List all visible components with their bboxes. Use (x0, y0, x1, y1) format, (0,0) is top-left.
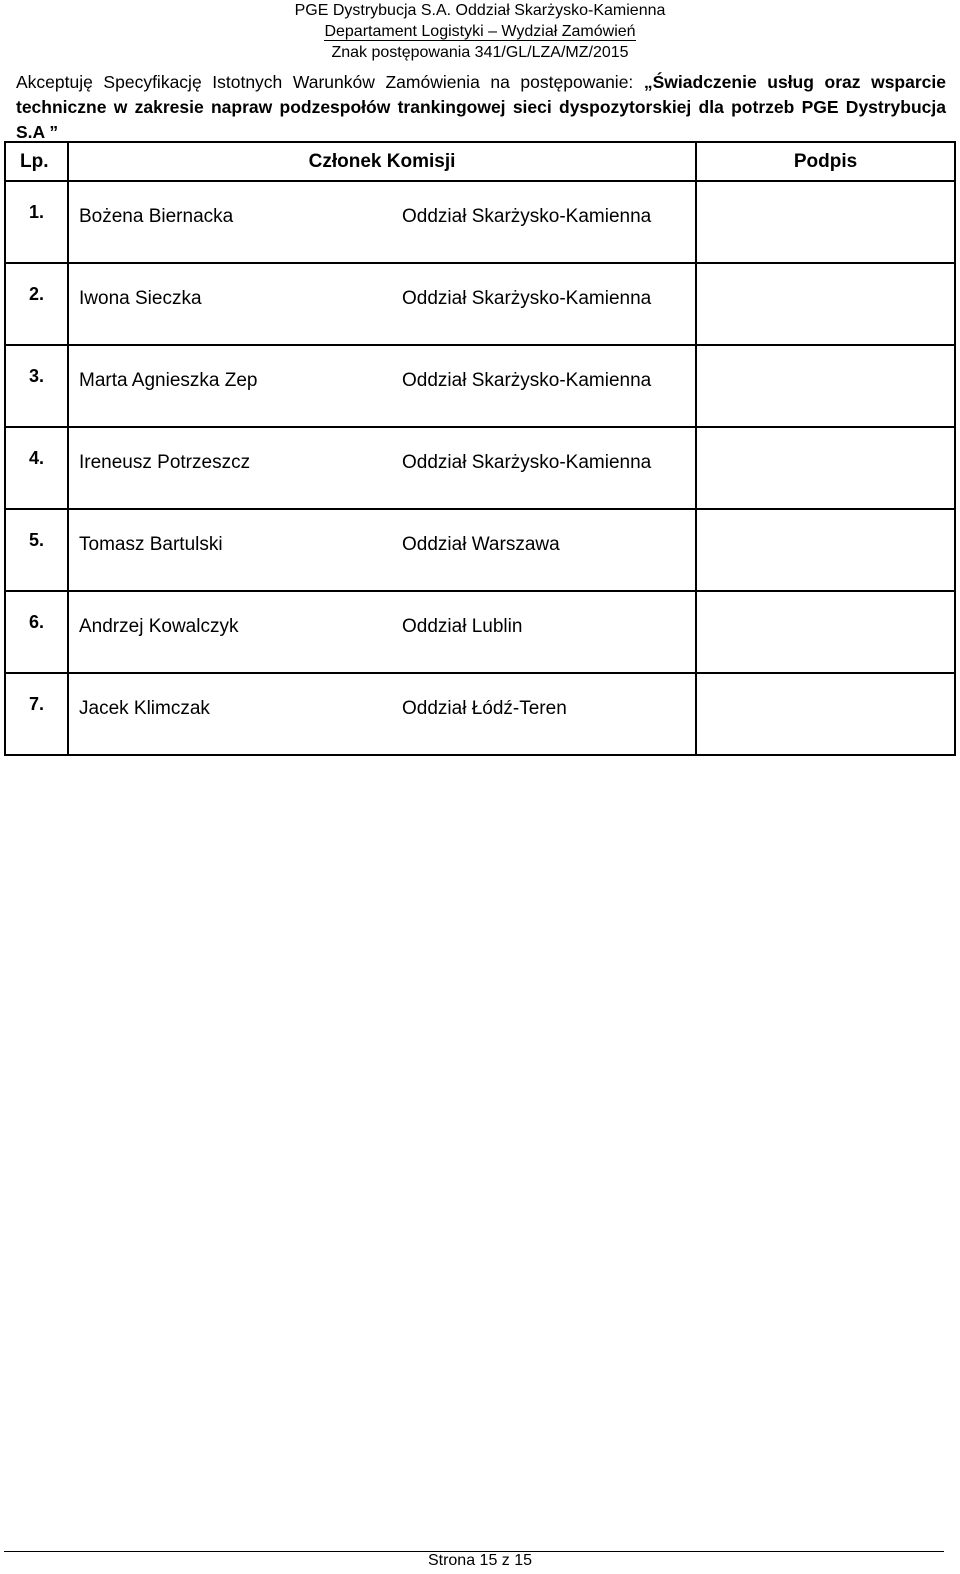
header-member: Członek Komisji (68, 142, 696, 181)
member-department: Oddział Warszawa (392, 509, 696, 591)
signature-field[interactable] (696, 263, 955, 345)
member-name: Ireneusz Potrzeszcz (68, 427, 392, 509)
table-row (5, 345, 955, 427)
signature-field[interactable] (696, 673, 955, 755)
header-signature: Podpis (696, 142, 955, 181)
member-name: Marta Agnieszka Zep (68, 345, 392, 427)
commission-members-table (4, 141, 956, 756)
row-number: 6. (5, 591, 68, 673)
member-department: Oddział Skarżysko-Kamienna (392, 263, 696, 345)
page-footer (0, 1551, 960, 1571)
row-number: 2. (5, 263, 68, 345)
member-name: Tomasz Bartulski (68, 509, 392, 591)
member-name: Bożena Biernacka (68, 181, 392, 263)
member-department: Oddział Lublin (392, 591, 696, 673)
header-company: PGE Dystrybucja S.A. Oddział Skarżysko-Kamienna (294, 2, 666, 19)
member-department: Oddział Skarżysko-Kamienna (392, 345, 696, 427)
table-row (5, 427, 955, 509)
row-number: 5. (5, 509, 68, 591)
row-number: 7. (5, 673, 68, 755)
row-number: 4. (5, 427, 68, 509)
member-department: Oddział Łódź-Teren (392, 673, 696, 755)
table-row (5, 181, 955, 263)
member-name: Iwona Sieczka (68, 263, 392, 345)
table-header-row (5, 142, 955, 181)
signature-field[interactable] (696, 427, 955, 509)
acceptance-prefix: Akceptuję Specyfikację Istotnych Warunków Zamówienia na postępowanie: (16, 72, 644, 92)
member-department: Oddział Skarżysko-Kamienna (392, 427, 696, 509)
signature-field[interactable] (696, 181, 955, 263)
table-row (5, 263, 955, 345)
signature-field[interactable] (696, 591, 955, 673)
header-lp: Lp. (5, 142, 68, 181)
signature-field[interactable] (696, 345, 955, 427)
page-number: Strona 15 z 15 (427, 1552, 533, 1569)
member-department: Oddział Skarżysko-Kamienna (392, 181, 696, 263)
header-case-number: Znak postępowania 341/GL/LZA/MZ/2015 (331, 44, 629, 61)
header-department-text: Departament Logistyki – Wydział Zamówień (324, 23, 636, 40)
tender-subject: „Świadczenie usług oraz wsparcie techniczne w zakresie napraw podzespołów trankingowej sieci dyspozytorskiej dla potrzeb PGE Dystrybucja S.A ” (16, 72, 946, 142)
row-number: 3. (5, 345, 68, 427)
table-row (5, 509, 955, 591)
table-row (5, 673, 955, 755)
signature-field[interactable] (696, 509, 955, 591)
header-department (0, 21, 960, 42)
member-name: Andrzej Kowalczyk (68, 591, 392, 673)
member-name: Jacek Klimczak (68, 673, 392, 755)
acceptance-statement (16, 70, 946, 145)
document-header (0, 0, 960, 63)
row-number: 1. (5, 181, 68, 263)
table-row (5, 591, 955, 673)
